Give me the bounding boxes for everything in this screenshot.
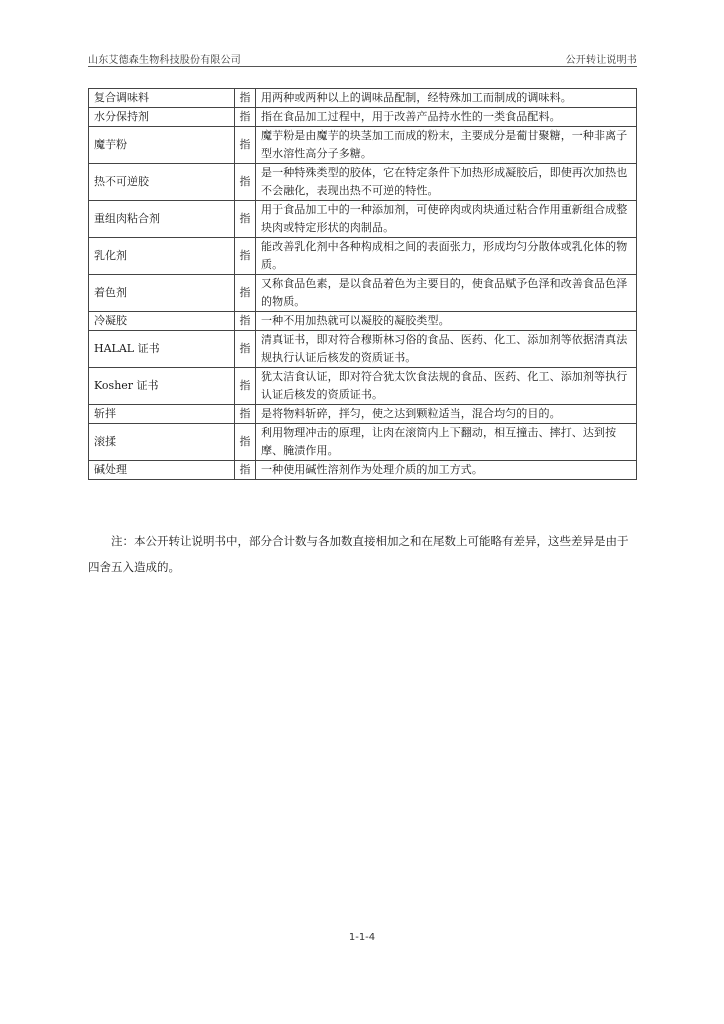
glossary-term: 着色剂 <box>89 275 235 312</box>
rounding-note: 注：本公开转让说明书中，部分合计数与各加数直接相加之和在尾数上可能略有差异，这些差异是由于四舍五入造成的。 <box>88 533 629 574</box>
glossary-definition: 一种不用加热就可以凝胶的凝胶类型。 <box>256 312 637 331</box>
glossary-marker: 指 <box>235 89 256 108</box>
glossary-marker: 指 <box>235 368 256 405</box>
glossary-term: 碱处理 <box>89 461 235 480</box>
glossary-row <box>89 89 637 108</box>
glossary-definition: 用两种或两种以上的调味品配制，经特殊加工而制成的调味料。 <box>256 89 637 108</box>
glossary-marker: 指 <box>235 108 256 127</box>
glossary-definition: 犹太洁食认证，即对符合犹太饮食法规的食品、医药、化工、添加剂等执行认证后核发的资质证书。 <box>256 368 637 405</box>
glossary-marker: 指 <box>235 275 256 312</box>
glossary-term: 重组肉粘合剂 <box>89 201 235 238</box>
glossary-marker: 指 <box>235 405 256 424</box>
glossary-definition: 清真证书，即对符合穆斯林习俗的食品、医药、化工、添加剂等依据清真法规执行认证后核发的资质证书。 <box>256 331 637 368</box>
glossary-row <box>89 201 637 238</box>
glossary-definition: 一种使用碱性溶剂作为处理介质的加工方式。 <box>256 461 637 480</box>
glossary-row <box>89 312 637 331</box>
glossary-definition: 是将物料斩碎，拌匀，使之达到颗粒适当，混合均匀的目的。 <box>256 405 637 424</box>
glossary-row <box>89 275 637 312</box>
glossary-row <box>89 461 637 480</box>
glossary-table <box>88 88 637 480</box>
glossary-term: 冷凝胶 <box>89 312 235 331</box>
header-divider <box>88 66 637 67</box>
glossary-term: 滚揉 <box>89 424 235 461</box>
glossary-term: Kosher 证书 <box>89 368 235 405</box>
glossary-marker: 指 <box>235 424 256 461</box>
glossary-term: 乳化剂 <box>89 238 235 275</box>
company-name: 山东艾德森生物科技股份有限公司 <box>88 55 241 66</box>
glossary-definition: 利用物理冲击的原理，让肉在滚筒内上下翻动，相互撞击、摔打、达到按摩、腌渍作用。 <box>256 424 637 461</box>
glossary-row <box>89 238 637 275</box>
glossary-definition: 指在食品加工过程中，用于改善产品持水性的一类食品配料。 <box>256 108 637 127</box>
glossary-definition: 是一种特殊类型的胶体，它在特定条件下加热形成凝胶后，即使再次加热也不会融化，表现出热不可逆的特性。 <box>256 164 637 201</box>
glossary-marker: 指 <box>235 312 256 331</box>
glossary-definition: 魔芋粉是由魔芋的块茎加工而成的粉末，主要成分是葡甘聚糖，一种非离子型水溶性高分子多糖。 <box>256 127 637 164</box>
page-number: 1-1-4 <box>348 932 376 943</box>
glossary-term: 水分保持剂 <box>89 108 235 127</box>
glossary-definition: 用于食品加工中的一种添加剂，可使碎肉或肉块通过粘合作用重新组合成整块肉或特定形状的肉制品。 <box>256 201 637 238</box>
glossary-marker: 指 <box>235 201 256 238</box>
glossary-term: 魔芋粉 <box>89 127 235 164</box>
glossary-definition: 能改善乳化剂中各种构成相之间的表面张力，形成均匀分散体或乳化体的物质。 <box>256 238 637 275</box>
glossary-marker: 指 <box>235 331 256 368</box>
glossary-definition: 又称食品色素，是以食品着色为主要目的，使食品赋予色泽和改善食品色泽的物质。 <box>256 275 637 312</box>
glossary-row <box>89 127 637 164</box>
glossary-marker: 指 <box>235 238 256 275</box>
glossary-row <box>89 424 637 461</box>
glossary-row <box>89 368 637 405</box>
page-header <box>88 51 637 66</box>
glossary-row <box>89 108 637 127</box>
glossary-term: 复合调味料 <box>89 89 235 108</box>
glossary-row <box>89 164 637 201</box>
glossary-marker: 指 <box>235 127 256 164</box>
glossary-term: 斩拌 <box>89 405 235 424</box>
glossary-marker: 指 <box>235 461 256 480</box>
glossary-row <box>89 331 637 368</box>
glossary-marker: 指 <box>235 164 256 201</box>
glossary-row <box>89 405 637 424</box>
document-title: 公开转让说明书 <box>565 55 637 66</box>
glossary-term: HALAL 证书 <box>89 331 235 368</box>
glossary-term: 热不可逆胶 <box>89 164 235 201</box>
